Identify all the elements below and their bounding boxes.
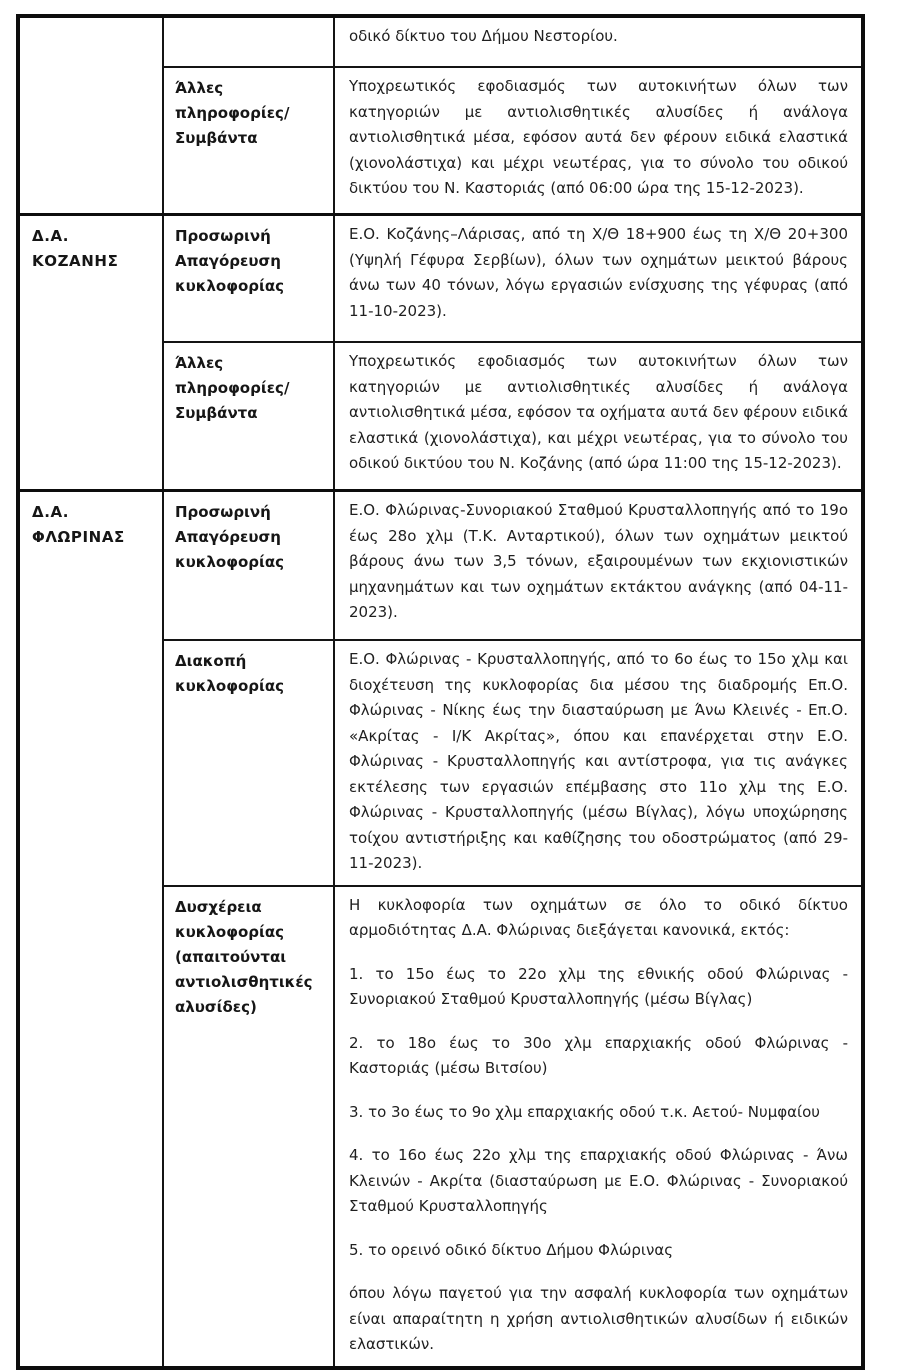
details-cell [334, 491, 863, 641]
category-cell [163, 67, 334, 215]
category-label: Άλλες πληροφορίες/ Συμβάντα [175, 354, 290, 422]
directorate-cell [18, 215, 163, 491]
category-label: Δυσχέρεια κυκλοφορίας (απαιτούνται αντιολισθητικές αλυσίδες) [175, 897, 313, 1016]
details-paragraph: 2. το 18ο έως το 30ο χλμ επαρχιακής οδού Φλώρινας - Καστοριάς (μέσω Βιτσίου) [349, 1033, 848, 1077]
details-paragraph: Ε.Ο. Φλώρινας - Κρυσταλλοπηγής, από το 6ο έως το 15ο χλμ και διοχέτευση της κυκλοφορίας δια μέσου της διαδρομής Επ.Ο. Φλώρινας - Νίκης έως την διασταύρωση με Άνω Κλεινές - Επ.Ο. «Ακρίτας - Ι/Κ Ακρίτας», όπου και επανέρχεται στην Ε.Ο. Φλώρινας - Κρυσταλλοπηγής και αντίστροφα, για τις ανάγκες εκτέλεσης των εργασιών επέμβασης στο 11ο χλμ της Ε.Ο. Φλώρινας - Κρυσταλλοπηγής (μέσω Βίγλας), λόγω υποχώρησης τοίχου αντιστήριξης και καθίζησης του οδοστρώματος (από 29-11-2023). [349, 650, 848, 872]
table-row [18, 491, 863, 641]
category-cell [163, 640, 334, 886]
traffic-restrictions-table [16, 14, 865, 1370]
details-paragraph: Ε.Ο. Κοζάνης–Λάρισας, από τη Χ/Θ 18+900 έως τη Χ/Θ 20+300 (Υψηλή Γέφυρα Σερβίων), όλων των οχημάτων μεικτού βάρους άνω των 40 τόνων, λόγω εργασιών ενίσχυσης της γέφυρας (από 11-10-2023). [349, 225, 848, 320]
details-paragraph: 3. το 3ο έως το 9ο χλμ επαρχιακής οδού τ.κ. Αετού- Νυμφαίου [349, 1102, 820, 1121]
directorate-cell [18, 491, 163, 1368]
category-cell [163, 886, 334, 1368]
details-paragraph: Η κυκλοφορία των οχημάτων σε όλο το οδικό δίκτυο αρμοδιότητας Δ.Α. Φλώρινας διεξάγεται κανονικά, εκτός: [349, 895, 848, 939]
table-row [18, 16, 863, 67]
details-cell [334, 342, 863, 491]
directorate-prefix: Δ.Α. [32, 227, 70, 245]
category-label: Προσωρινή Απαγόρευση κυκλοφορίας [175, 227, 285, 295]
directorate-name: ΦΛΩΡΙΝΑΣ [32, 528, 125, 546]
details-paragraph: 4. το 16ο έως 22ο χλμ της επαρχιακής οδού Φλώρινας - Άνω Κλεινών - Ακρίτα (διασταύρωση με Ε.Ο. Φλώρινας - Συνοριακού Σταθμού Κρυσταλλοπηγής [349, 1146, 848, 1215]
category-label: Διακοπή κυκλοφορίας [175, 652, 285, 695]
category-label: Άλλες πληροφορίες/ Συμβάντα [175, 79, 290, 147]
details-paragraph: Υποχρεωτικός εφοδιασμός των αυτοκινήτων όλων των κατηγοριών με αντιολισθητικές αλυσίδες ή ανάλογα αντιολισθητικά μέσα, εφόσον τα οχήματα αυτά δεν φέρουν ειδικά ελαστικά (χιονολάστιχα), και μέχρι νεωτέρας, για το σύνολο του οδικού δικτύου του Ν. Κοζάνης (από ώρα 11:00 της 15-12-2023). [349, 352, 848, 472]
category-cell [163, 215, 334, 343]
category-cell [163, 342, 334, 491]
category-cell [163, 491, 334, 641]
details-paragraph: 5. το ορεινό οδικό δίκτυο Δήμου Φλώρινας [349, 1240, 674, 1259]
details-paragraph: Υποχρεωτικός εφοδιασμός των αυτοκινήτων όλων των κατηγοριών με αντιολισθητικές αλυσίδες ή ανάλογα αντιολισθητικά μέσα, εφόσον αυτά δεν φέρουν ειδικά ελαστικά (χιονολάστιχα) και μέχρι νεωτέρας, για το σύνολο του οδικού δικτύου του Ν. Καστοριάς (από 06:00 ώρα της 15-12-2023). [349, 77, 848, 197]
details-cell [334, 640, 863, 886]
category-cell [163, 16, 334, 67]
details-cell [334, 215, 863, 343]
directorate-prefix: Δ.Α. [32, 503, 70, 521]
details-cell [334, 16, 863, 67]
details-paragraph: όπου λόγω παγετού για την ασφαλή κυκλοφορία των οχημάτων είναι απαραίτητη η χρήση αντιολισθητικών αλυσίδων ή ειδικών ελαστικών. [349, 1284, 848, 1353]
details-cell [334, 67, 863, 215]
details-cell [334, 886, 863, 1368]
directorate-name: ΚΟΖΑΝΗΣ [32, 252, 119, 270]
details-paragraph: Ε.Ο. Φλώρινας-Συνοριακού Σταθμού Κρυσταλλοπηγής από το 19ο έως 28ο χλμ (Τ.Κ. Ανταρτικού), όλων των οχημάτων μεικτού βάρους άνω των 3,5 τόνων, εξαιρουμένων των εκχιονιστικών μηχανημάτων και των οχημάτων εκτάκτου ανάγκης (από 04-11-2023). [349, 501, 848, 621]
table-row [18, 215, 863, 343]
category-label: Προσωρινή Απαγόρευση κυκλοφορίας [175, 503, 285, 571]
details-paragraph: οδικό δίκτυο του Δήμου Νεστορίου. [349, 27, 618, 45]
details-paragraph: 1. το 15ο έως το 22ο χλμ της εθνικής οδού Φλώρινας - Συνοριακού Σταθμού Κρυσταλλοπηγής (μέσω Βίγλας) [349, 964, 848, 1008]
directorate-cell [18, 16, 163, 215]
